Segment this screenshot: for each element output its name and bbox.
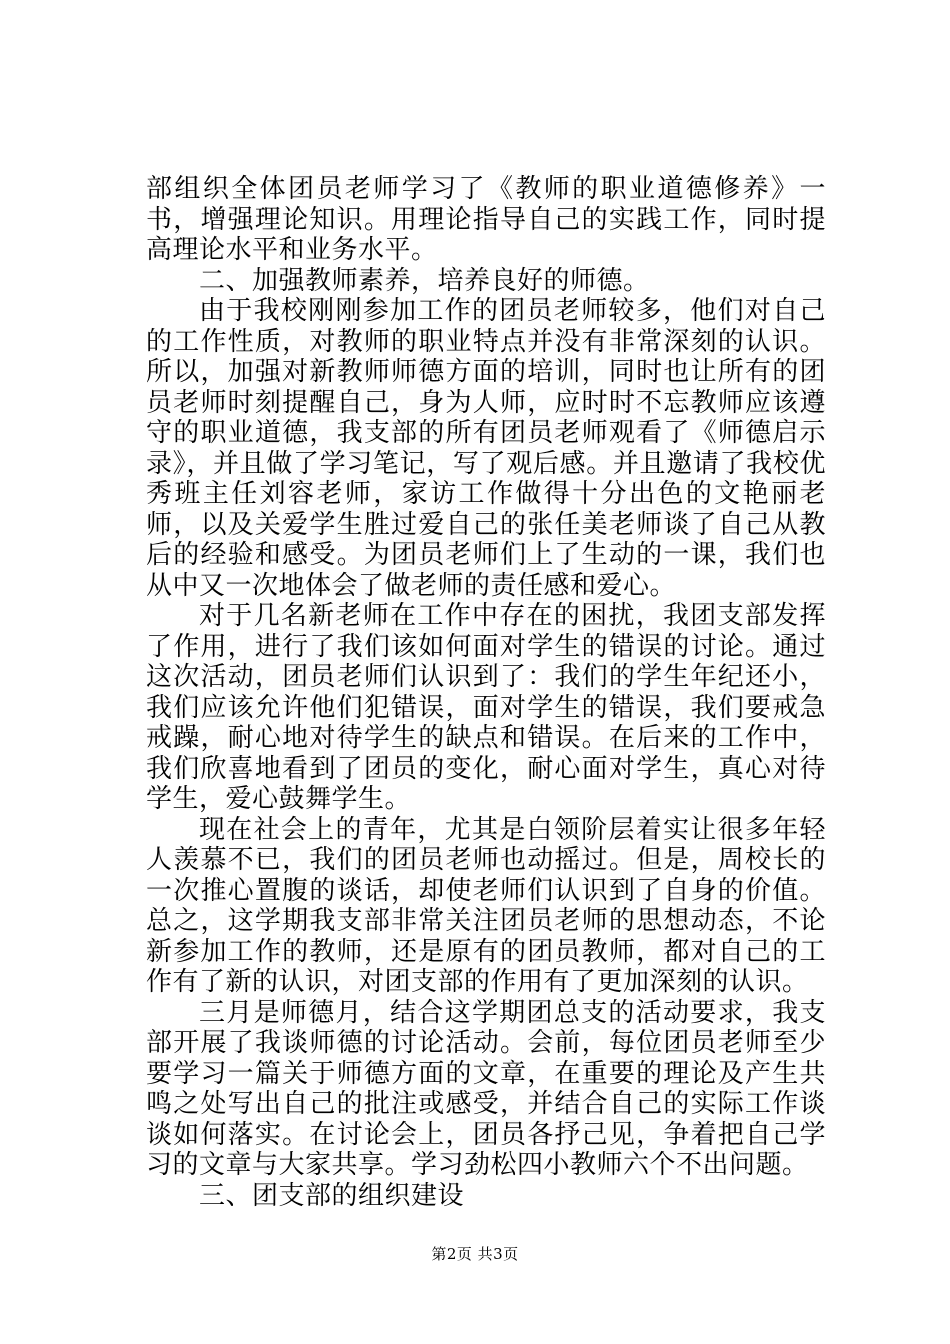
paragraph: 对于几名新老师在工作中存在的困扰，我团支部发挥了作用，进行了我们该如何面对学生的错误的讨论。通过这次活动，团员老师们认识到了：我们的学生年纪还小，我们应该允许他们犯错误，面对学生的错误，我们要戒急戒躁，耐心地对待学生的缺点和错误。在后来的工作中，我们欣喜地看到了团员的变化，耐心面对学生，真心对待学生，爱心鼓舞学生。 xyxy=(146,601,826,814)
paragraph-continued: 部组织全体团员老师学习了《教师的职业道德修养》一书，增强理论知识。用理论指导自己的实践工作，同时提高理论水平和业务水平。 xyxy=(146,174,826,265)
page-footer: 第2页 共3页 xyxy=(431,1245,519,1263)
body-text xyxy=(146,174,826,1211)
section-heading-2: 二、加强教师素养，培养良好的师德。 xyxy=(199,265,650,296)
paragraph: 三月是师德月，结合这学期团总支的活动要求，我支部开展了我谈师德的讨论活动。会前，每位团员老师至少要学习一篇关于师德方面的文章，在重要的理论及产生共鸣之处写出自己的批注或感受，并结合自己的实际工作谈谈如何落实。在讨论会上，团员各抒己见，争着把自己学习的文章与大家共享。学习劲松四小教师六个不出问题。 xyxy=(146,997,826,1180)
section-heading-3: 三、团支部的组织建设 xyxy=(199,1180,465,1211)
paragraph: 现在社会上的青年，尤其是白领阶层着实让很多年轻人羡慕不已，我们的团员老师也动摇过。但是，周校长的一次推心置腹的谈话，却使老师们认识到了自身的价值。总之，这学期我支部非常关注团员老师的思想动态，不论新参加工作的教师，还是原有的团员教师，都对自己的工作有了新的认识，对团支部的作用有了更加深刻的认识。 xyxy=(146,814,826,997)
paragraph: 由于我校刚刚参加工作的团员老师较多，他们对自己的工作性质，对教师的职业特点并没有非常深刻的认识。所以，加强对新教师师德方面的培训，同时也让所有的团员老师时刻提醒自己，身为人师，应时时不忘教师应该遵守的职业道德，我支部的所有团员老师观看了《师德启示录》，并且做了学习笔记，写了观后感。并且邀请了我校优秀班主任刘容老师，家访工作做得十分出色的文艳丽老师，以及关爱学生胜过爱自己的张任美老师谈了自己从教后的经验和感受。为团员老师们上了生动的一课，我们也从中又一次地体会了做老师的责任感和爱心。 xyxy=(146,296,826,601)
